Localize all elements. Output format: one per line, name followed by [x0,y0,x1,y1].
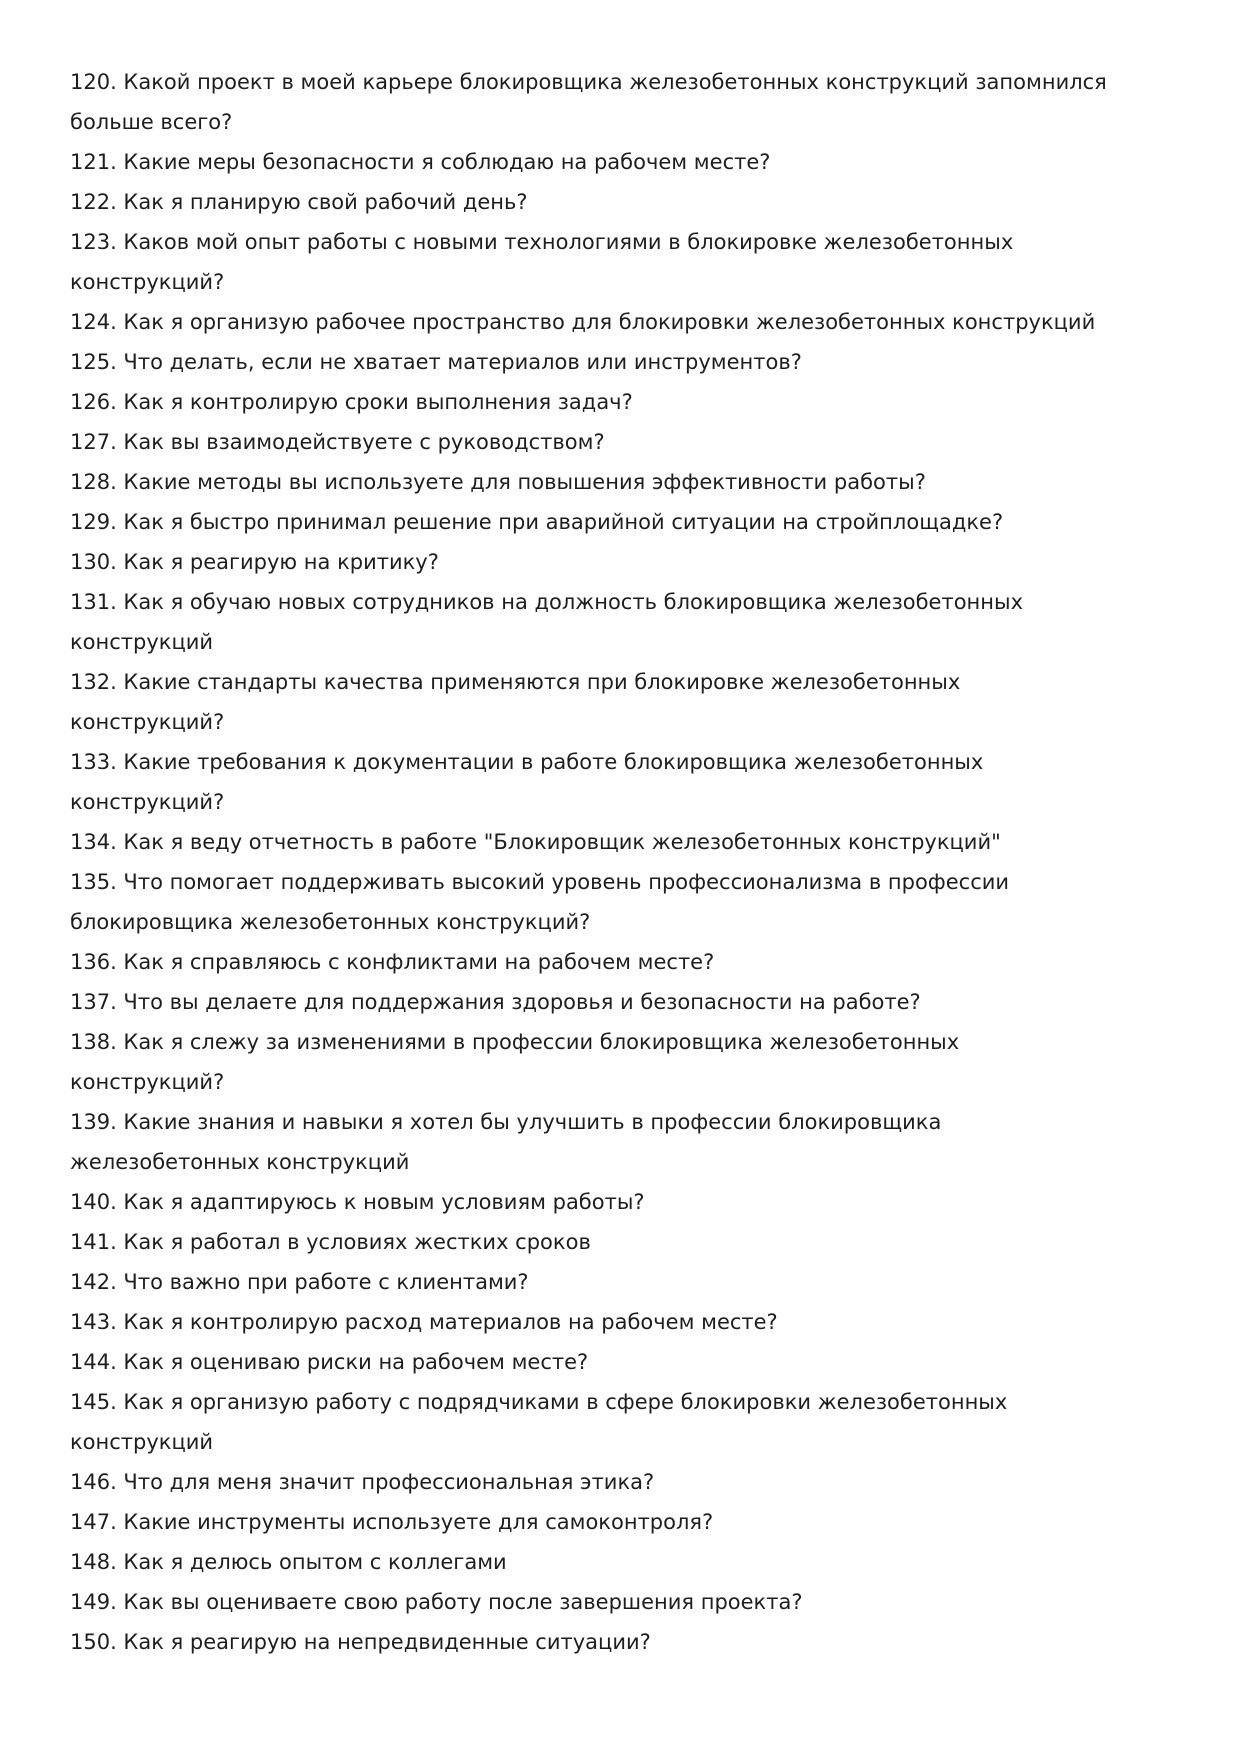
question-item [70,142,1199,182]
question-line: блокировщика железобетонных конструкций? [70,910,591,934]
question-item [70,1582,1199,1622]
question-line: конструкций? [70,270,225,294]
question-item [70,462,1199,502]
question-item [70,1382,1199,1462]
question-line: 127. Как вы взаимодействуете с руководством? [70,430,605,454]
question-line: 143. Как я контролирую расход материалов на рабочем месте? [70,1310,778,1334]
question-item [70,582,1199,662]
question-item [70,1462,1199,1502]
question-line: конструкций [70,1430,214,1454]
question-line: 146. Что для меня значит профессиональная этика? [70,1470,655,1494]
question-line: 130. Как я реагирую на критику? [70,550,439,574]
question-line: конструкций [70,630,214,654]
question-item [70,982,1199,1022]
question-line: 134. Как я веду отчетность в работе "Блокировщик железобетонных конструкций" [70,830,1001,854]
question-line: конструкций? [70,710,225,734]
question-line: 122. Как я планирую свой рабочий день? [70,190,528,214]
question-line: 132. Какие стандарты качества применяются при блокировке железобетонных [70,670,961,694]
question-line: 136. Как я справляюсь с конфликтами на рабочем месте? [70,950,715,974]
question-line: 147. Какие инструменты используете для самоконтроля? [70,1510,714,1534]
question-line: конструкций? [70,790,225,814]
question-line: 149. Как вы оцениваете свою работу после завершения проекта? [70,1590,803,1614]
question-line: 123. Каков мой опыт работы с новыми технологиями в блокировке железобетонных [70,230,1014,254]
question-item [70,1102,1199,1182]
question-item [70,662,1199,742]
question-line: 140. Как я адаптируюсь к новым условиям работы? [70,1190,645,1214]
question-line: 133. Какие требования к документации в работе блокировщика железобетонных [70,750,984,774]
question-item [70,382,1199,422]
question-line: 138. Как я слежу за изменениями в профессии блокировщика железобетонных [70,1030,960,1054]
question-item [70,182,1199,222]
question-item [70,422,1199,462]
question-line: 148. Как я делюсь опытом с коллегами [70,1550,507,1574]
question-line: 145. Как я организую работу с подрядчиками в сфере блокировки железобетонных [70,1390,1008,1414]
question-line: больше всего? [70,110,233,134]
question-line: 139. Какие знания и навыки я хотел бы улучшить в профессии блокировщика [70,1110,942,1134]
question-item [70,1262,1199,1302]
question-line: 131. Как я обучаю новых сотрудников на должность блокировщика железобетонных [70,590,1024,614]
question-item [70,502,1199,542]
question-line: 126. Как я контролирую сроки выполнения задач? [70,390,633,414]
question-item [70,1622,1199,1662]
question-line: 150. Как я реагирую на непредвиденные ситуации? [70,1630,651,1654]
question-line: 120. Какой проект в моей карьере блокировщика железобетонных конструкций запомнился [70,70,1107,94]
question-item [70,1302,1199,1342]
question-list [70,62,1199,1662]
question-item [70,1542,1199,1582]
question-line: 125. Что делать, если не хватает материалов или инструментов? [70,350,802,374]
question-item [70,742,1199,822]
question-item [70,222,1199,302]
question-item [70,302,1199,342]
question-item [70,862,1199,942]
question-item [70,1182,1199,1222]
question-item [70,1502,1199,1542]
question-line: железобетонных конструкций [70,1150,410,1174]
question-item [70,822,1199,862]
question-item [70,62,1199,142]
question-line: конструкций? [70,1070,225,1094]
question-item [70,942,1199,982]
question-line: 135. Что помогает поддерживать высокий уровень профессионализма в профессии [70,870,1010,894]
question-item [70,342,1199,382]
question-item [70,542,1199,582]
question-line: 144. Как я оцениваю риски на рабочем месте? [70,1350,589,1374]
question-item [70,1022,1199,1102]
question-item [70,1222,1199,1262]
question-line: 141. Как я работал в условиях жестких сроков [70,1230,591,1254]
question-line: 124. Как я организую рабочее пространство для блокировки железобетонных конструкций [70,310,1096,334]
question-line: 128. Какие методы вы используете для повышения эффективности работы? [70,470,926,494]
question-item [70,1342,1199,1382]
question-line: 121. Какие меры безопасности я соблюдаю на рабочем месте? [70,150,771,174]
question-line: 129. Как я быстро принимал решение при аварийной ситуации на стройплощадке? [70,510,1004,534]
question-line: 137. Что вы делаете для поддержания здоровья и безопасности на работе? [70,990,921,1014]
question-line: 142. Что важно при работе с клиентами? [70,1270,529,1294]
